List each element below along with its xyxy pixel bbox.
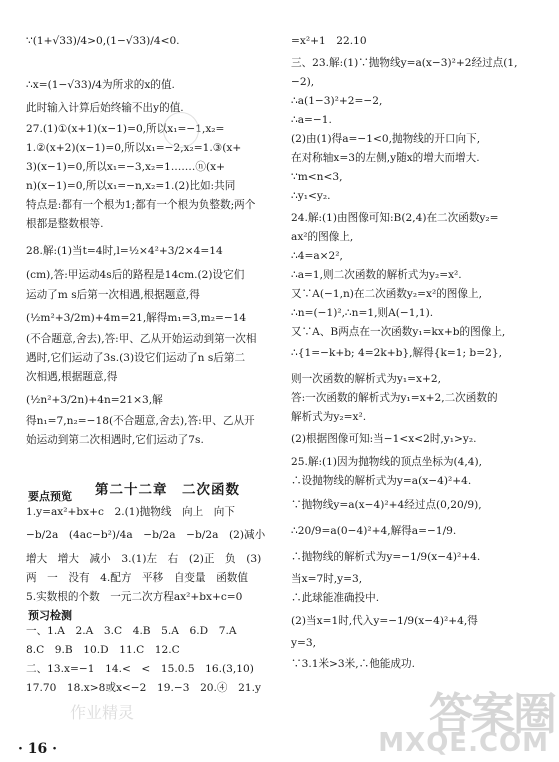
check-line: 8.C 9.B 10.D 11.C 12.C [26, 644, 180, 656]
left-text-line: 1.②(x+2)(x−1)=0,所以x₁=−2,x₂=1.③(x+ [26, 142, 242, 154]
left-text-line: (½m²+3/2m)+4m=21,解得m₁=3,m₂=−14 [26, 312, 247, 324]
right-text-line: (2)当x=1时,代入y=−1/9(x−4)²+4,得 [291, 615, 478, 627]
left-text-line: 27.(1)①(x+1)(x−1)=0,所以x₁=−1,x₂= [26, 123, 225, 135]
right-text-line: ∴a=−1. [291, 114, 332, 126]
right-text-line: ∴a=1,则二次函数的解析式为y₂=x². [291, 269, 462, 281]
right-text-line: =x²+1 22.10 [291, 35, 367, 47]
left-text-line: 根都是整数根等. [26, 218, 104, 230]
preview-line: −b/2a (4ac−b²)/4a −b/2a −b/2a (2)减小 [26, 529, 266, 541]
right-text-line: ax²的图像上, [291, 231, 354, 243]
left-text-line: 3)(x−1)=0,所以x₁=−3,x₂=1.……ⓝ(x+ [26, 161, 225, 173]
left-text-line: 始运动到第二次相遇时,它们运动了7s. [26, 434, 204, 446]
watermark-url: MXQE.COM [378, 728, 549, 758]
left-text-line: ∴x=(1−√33)/4为所求的x的值. [26, 79, 175, 91]
right-text-line: 24.解:(1)由图像可知:B(2,4)在二次函数y₂= [291, 212, 499, 224]
right-text-line: ∵抛物线y=a(x−4)²+4经过点(0,20/9), [291, 499, 482, 511]
left-text-line: 次相遇,根据题意,得 [26, 371, 118, 383]
right-text-line: ∴{1=−k+b; 4=2k+b},解得{k=1; b=2}, [291, 347, 502, 359]
right-text-line: 在对称轴x=3的左侧,y随x的增大而增大. [291, 152, 480, 164]
preview-line: 1.y=ax²+bx+c 2.(1)抛物线 向上 向下 [26, 506, 235, 518]
left-column [0, 0, 278, 762]
preview-line: 增大 增大 减小 3.(1)左 右 (2)正 负 (3) [26, 553, 262, 565]
left-text-line: 得n₁=7,n₂=−18(不合题意,舍去),答:甲、乙从开 [26, 415, 255, 427]
right-text-line: ∴n=(−1)²,∴n=1,则A(−1,1). [291, 307, 434, 319]
left-text-line: 此时输入计算后始终输不出y的值. [26, 102, 184, 114]
right-text-line: ∴设抛物线的解析式为y=a(x−4)²+4. [291, 475, 472, 487]
right-text-line: 25.解:(1)因为抛物线的顶点坐标为(4,4), [291, 456, 483, 468]
right-text-line: ∴此球能准确投中. [291, 592, 380, 604]
right-text-line: 三、23.解:(1)∵抛物线y=a(x−3)²+2经过点(1, [291, 57, 518, 69]
page-number: · 16 · [18, 741, 57, 757]
preview-line: 两 一 没有 4.配方 平移 自变量 函数值 [26, 572, 248, 584]
right-text-line: (2)由(1)得a=−1<0,抛物线的开口向下, [291, 133, 481, 145]
right-text-line: 当x=7时,y=3, [291, 573, 363, 585]
left-text-line: 运动了m s后第一次相遇,根据题意,得 [26, 289, 200, 301]
right-text-line: −2), [291, 76, 315, 88]
right-text-line: ∵m<n<3, [291, 171, 343, 183]
check-line: 17.70 18.x>8或x<−2 19.−3 20.④ 21.y [26, 682, 261, 694]
right-text-line: 则一次函数的解析式为y₁=x+2, [291, 373, 442, 385]
right-text-line: ∵3.1米>3米,∴他能成功. [291, 658, 415, 670]
left-text-line: ∵(1+√33)/4>0,(1−√33)/4<0. [26, 35, 180, 47]
right-text-line: ∴抛物线的解析式为y=−1/9(x−4)²+4. [291, 551, 481, 563]
check-line: 一、1.A 2.A 3.C 4.B 5.A 6.D 7.A [26, 625, 237, 637]
watermark-logo: 答案圈 [429, 689, 555, 740]
right-text-line: ∴y₁<y₂. [291, 190, 331, 202]
left-text-line: 特点是:都有一个根为1;都有一个根为负整数;两个 [26, 199, 256, 211]
right-text-line: (2)根据图像可知:当−1<x<2时,y₁>y₂. [291, 433, 477, 445]
right-text-line: 答:一次函数的解析式为y₁=x+2,二次函数的 [291, 392, 498, 404]
left-text-line: (½n²+3/2n)+4n=21×3,解 [26, 394, 163, 406]
right-text-line: y=3, [291, 637, 316, 649]
right-column [285, 0, 559, 762]
left-text-line: 28.解:(1)当t=4时,l=½×4²+3/2×4=14 [26, 245, 223, 257]
right-text-line: ∴a(1−3)²+2=−2, [291, 95, 383, 107]
left-text-line: (cm),答:甲运动4s后的路程是14cm.(2)设它们 [26, 269, 245, 281]
right-text-line: 又∵A、B两点在一次函数y₁=kx+b的图像上, [291, 326, 506, 338]
watermark-circle [163, 112, 199, 148]
left-text-line: (不合题意,舍去),答:甲、乙从开始运动到第一次相 [26, 333, 257, 345]
watermark-faint-text: 作业精灵 [70, 703, 135, 722]
check-line: 二、13.x=−1 14.< < 15.0.5 16.(3,10) [26, 663, 254, 675]
right-text-line: ∴20/9=a(0−4)²+4,解得a=−1/9. [291, 525, 457, 537]
right-text-line: 解析式为y₂=x². [291, 411, 367, 423]
left-text-line: 遇时,它们运动了3s.(3)设它们运动了n s后第二 [26, 352, 246, 364]
preview-line: 5.实数根的个数 一元二次方程ax²+bx+c=0 [26, 591, 243, 603]
section-heading-check: 预习检测 [28, 609, 72, 622]
section-heading-preview: 要点预览 [28, 490, 72, 503]
left-text-line: n)(x−1)=0,所以x₁=−n,x₂=1.(2)比如:共同 [26, 180, 236, 192]
chapter-title: 第二十二章 二次函数 [95, 482, 240, 498]
right-text-line: 又∵A(−1,n)在二次函数y₂=x²的图像上, [291, 288, 482, 300]
right-text-line: ∴4=a×2², [291, 250, 343, 262]
